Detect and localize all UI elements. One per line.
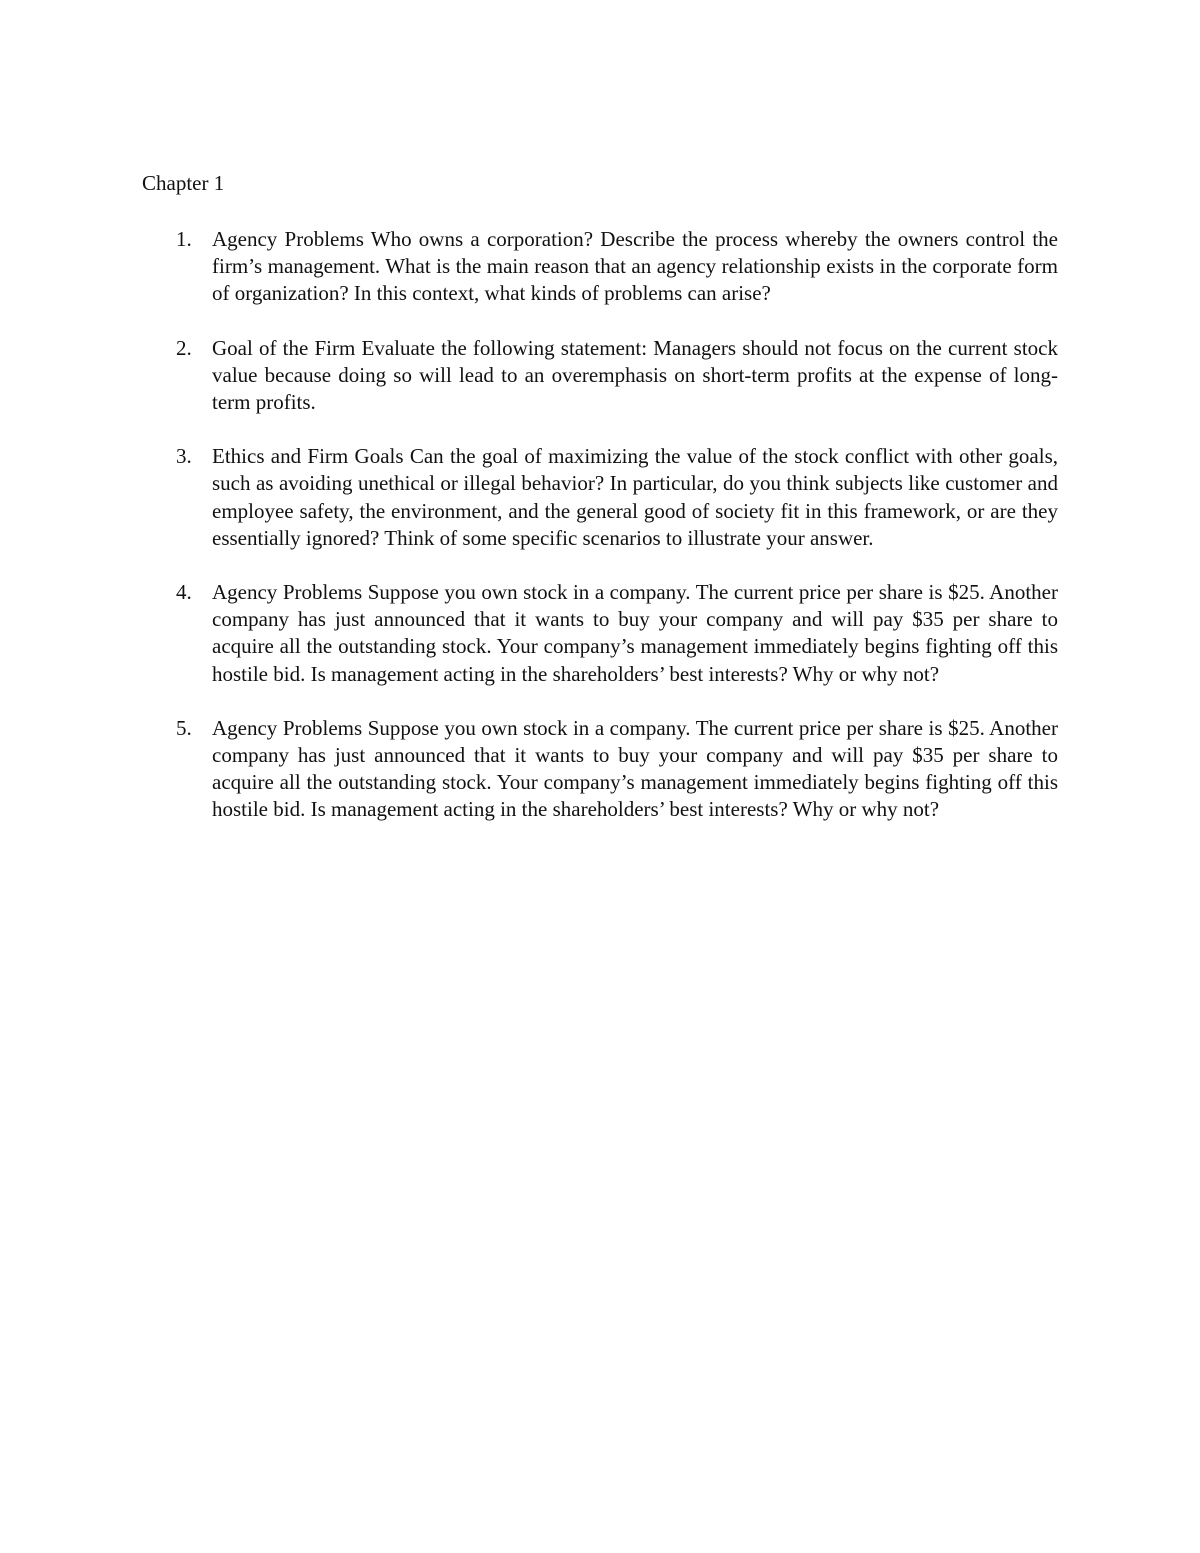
question-text: Agency Problems Who owns a corporation? Describe the process whereby the owners control the firm’s management. What is the main reason that an agency relationship exists in the corporate form of organization? In this context, what kinds of problems can arise? [212, 227, 1058, 306]
question-text: Goal of the Firm Evaluate the following statement: Managers should not focus on the current stock value because doing so will lead to an overemphasis on short-term profits at the expense of long-term profits. [212, 335, 1058, 415]
chapter-heading: Chapter 1 [142, 171, 225, 195]
question-number: 5. [176, 715, 192, 740]
question-item-2 [142, 335, 1058, 417]
question-item-4 [142, 579, 1058, 688]
question-list [142, 226, 1058, 851]
question-text: Agency Problems Suppose you own stock in a company. The current price per share is $25. Another company has just announced that it wants to buy your company and will pay $35 per share to acquire all the outstanding stock. Your company’s management immediately begins fighting off this hostile bid. Is management acting in the shareholders’ best interests? Why or why not? [212, 580, 1058, 686]
question-number: 1. [176, 227, 192, 251]
question-number: 4. [176, 580, 192, 605]
question-text: Ethics and Firm Goals Can the goal of maximizing the value of the stock conflict with other goals, such as avoiding unethical or illegal behavior? In particular, do you think subjects like customer and employee safety, the environment, and the general good of society fit in this framework, or are they essentially ignored? Think of some specific scenarios to illustrate your answer. [212, 444, 1058, 550]
question-number: 2. [176, 335, 192, 360]
question-number: 3. [176, 444, 192, 469]
question-item-1 [142, 226, 1058, 308]
question-text: Agency Problems Suppose you own stock in a company. The current price per share is $25. Another company has just announced that it wants to buy your company and will pay $35 per share to acquire all the outstanding stock. Your company’s management immediately begins fighting off this hostile bid. Is management acting in the shareholders’ best interests? Why or why not? [212, 715, 1058, 822]
question-item-5 [142, 715, 1058, 824]
question-item-3 [142, 443, 1058, 552]
